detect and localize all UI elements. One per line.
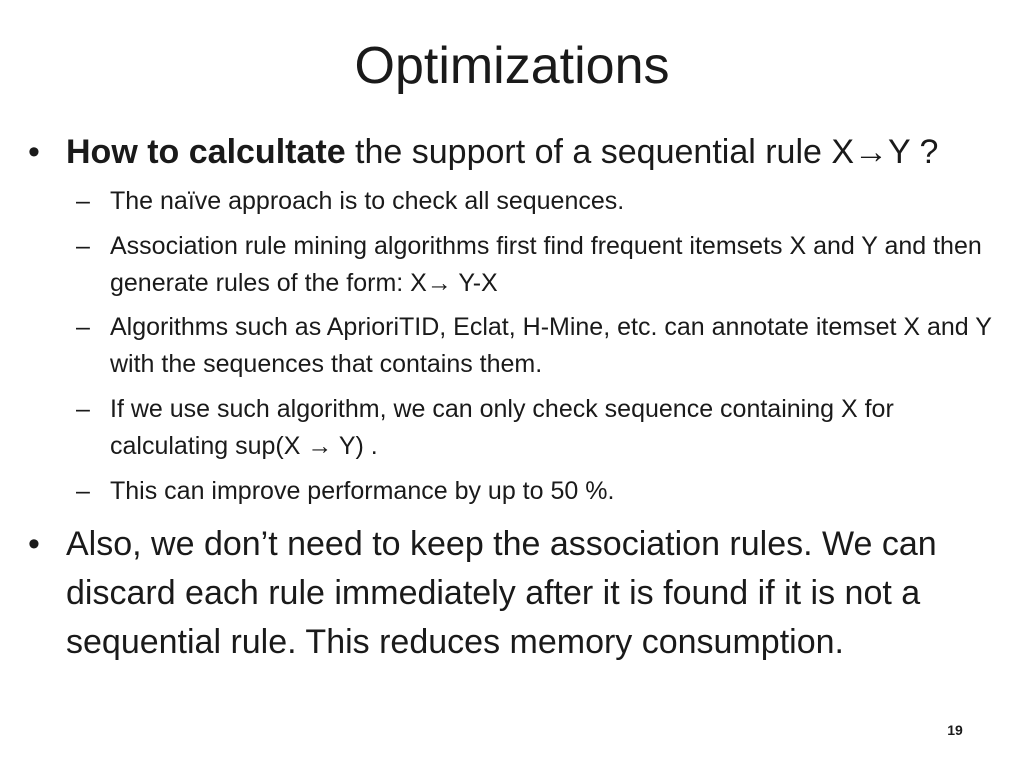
sub-dash: –: [76, 187, 90, 215]
subitem-text: Association rule mining algorithms first find frequent itemsets X and Y and then generate rules of the form: X→ Y-X: [110, 232, 982, 297]
subitem-text: The naïve approach is to check all sequences.: [110, 187, 625, 215]
slide-title: Optimizations: [354, 37, 670, 95]
sub-dash: –: [76, 477, 90, 505]
bullet-bold-text: How to calcultate: [66, 133, 346, 171]
sub-dash: –: [76, 232, 90, 260]
subitem-text: Algorithms such as AprioriTID, Eclat, H-Mine, etc. can annotate itemset X and Y with the sequences that contains them.: [110, 313, 992, 378]
subitem-text: If we use such algorithm, we can only check sequence containing X for calculating sup(X → Y) .: [110, 395, 894, 460]
bullet-dot: •: [28, 525, 40, 563]
bullet-text: Also, we don’t need to keep the association rules. We can discard each rule immediately after it is found if it is not a sequential rule. This reduces memory consumption.: [66, 525, 937, 661]
subitem-text: This can improve performance by up to 50 %.: [110, 477, 615, 505]
bullet-dot: •: [28, 133, 40, 171]
page-number: 19: [947, 722, 963, 738]
bullet-regular-text: the support of a sequential rule X→Y ?: [345, 133, 939, 171]
sub-dash: –: [76, 395, 90, 423]
sub-dash: –: [76, 313, 90, 341]
bullet-text: [66, 128, 1011, 176]
